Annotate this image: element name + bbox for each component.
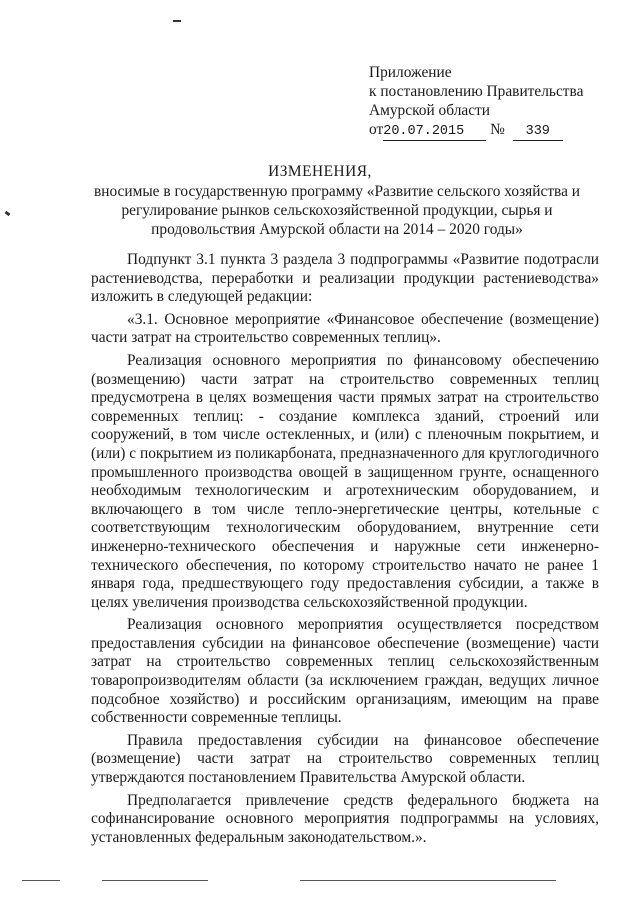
footer-rule bbox=[22, 880, 60, 881]
paragraph: Правила предоставления субсидии на финансовое обеспечение (возмещение) части затрат на строительство современных теплиц утверждаются постановлением Правительства Амурской области. bbox=[91, 731, 599, 787]
paragraph: Подпункт 3.1 пункта 3 раздела 3 подпрограммы «Развитие подотрасли растениеводства, переработки и реализации продукции растениеводства» изложить в следующей редакции: bbox=[91, 251, 599, 306]
paragraph: Реализация основного мероприятия по финансовому обеспечению (возмещению) части затрат на строительство современных теплиц предусмотрена в целях возмещения части прямых затрат на строительство современных теплиц: - создание комплекса зданий, строений или сооружений, в том числе остекленных, и (или) с пленочным покрытием, и (или) с покрытием из поликарбоната, предназначенного для круглогодичного промышленного производства овощей в защищенном грунте, оснащенного необходимым технологическим и агротехническим оборудованием, и включающего в том числе тепло-энергетические центры, котельные с соответствующим технологическим оборудованием, внутренние сети инженерно-технического обеспечения и наружные сети инженерно-технического обеспечения, по которому строительство начато не ранее 1 января года, предшествующего году предоставления субсидии, а также в целях увеличения производства сельскохозяйственной продукции. bbox=[91, 351, 599, 611]
date-prefix: от bbox=[369, 121, 384, 138]
document-body bbox=[91, 251, 599, 851]
number-field: 339 bbox=[513, 124, 563, 141]
paragraph: «3.1. Основное мероприятие «Финансовое обеспечение (возмещение) части затрат на строительство современных теплиц». bbox=[91, 310, 599, 347]
document-title: ИЗМЕНЕНИЯ, bbox=[268, 163, 372, 180]
footer-rule bbox=[102, 880, 208, 881]
appendix-line: Амурской области bbox=[369, 102, 490, 119]
paragraph: Реализация основного мероприятия осуществляется посредством предоставления субсидии на финансовое обеспечение (возмещение) части затрат на строительство современных теплиц сельскохозяйственным товаропроизводителям области (за исключением граждан, ведущих личное подсобное хозяйство) и российским организациям, имеющим на праве собственности современные теплицы. bbox=[91, 616, 599, 727]
footer-rule bbox=[300, 880, 556, 881]
appendix-line: Приложение bbox=[369, 64, 452, 81]
scan-mark bbox=[173, 20, 181, 22]
appendix-line: к постановлению Правительства bbox=[369, 83, 584, 100]
paragraph: Предполагается привлечение средств федерального бюджета на софинансирование основного мероприятия подпрограммы на условиях, установленных федеральным законодательством.». bbox=[91, 791, 599, 846]
date-field: 20.07.2015 bbox=[383, 124, 486, 141]
number-prefix: № bbox=[490, 121, 505, 138]
document-subtitle: вносимые в государственную программу «Развитие сельского хозяйства и регулирование рынков сельскохозяйственной продукции, сырья и продовольствия Амурской области на 2014 – 2020 годы» bbox=[93, 183, 581, 238]
appendix-header bbox=[369, 63, 619, 141]
scan-mark bbox=[5, 211, 11, 216]
appendix-date-number-line bbox=[369, 120, 619, 141]
